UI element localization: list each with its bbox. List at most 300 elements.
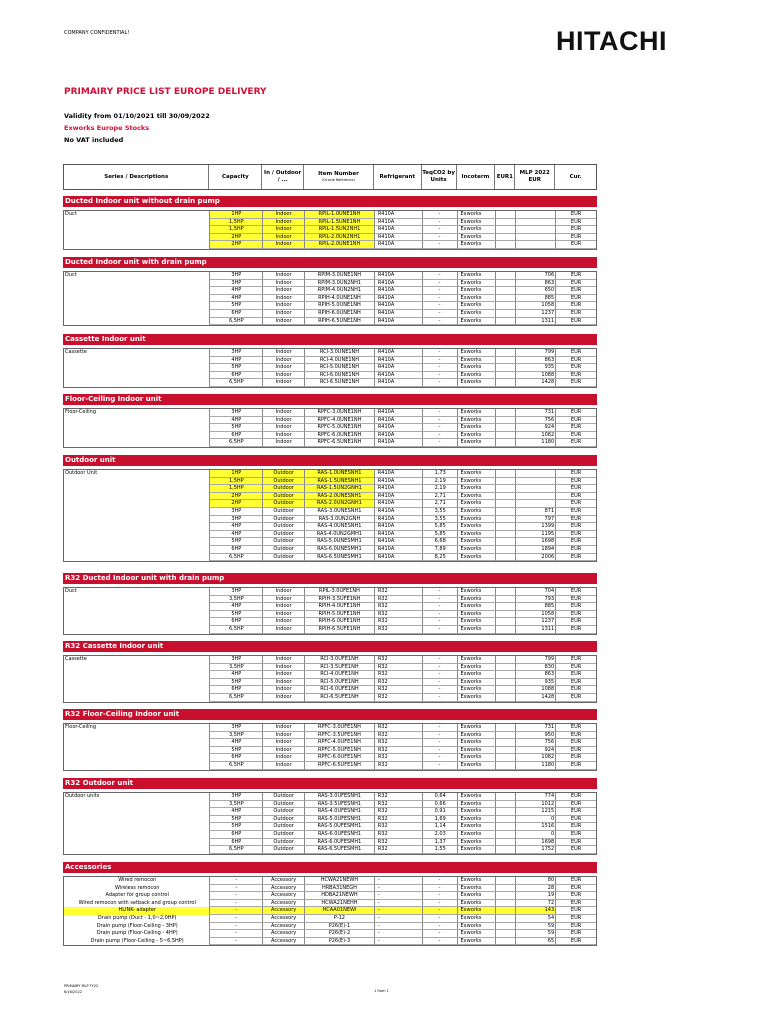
- cell-incoterm: Exworks: [457, 318, 496, 326]
- cell-description: [64, 508, 209, 516]
- cell-inout: Indoor: [262, 611, 304, 619]
- cell-teq: -: [422, 596, 457, 604]
- cell-description: [64, 671, 209, 679]
- cell-item-number: RAS-4.0UNESNH1: [304, 523, 374, 531]
- cell-currency: EUR: [555, 596, 596, 604]
- cell-eur1: [495, 523, 515, 531]
- table-row: [64, 219, 596, 227]
- cell-capacity: -: [209, 930, 262, 938]
- table-row: [64, 493, 596, 501]
- cell-teq: -: [422, 938, 457, 946]
- cell-eur1: [495, 372, 515, 380]
- cell-item-number: RPIH-6.5UFE1NH: [304, 626, 374, 634]
- cell-capacity: 6,5HP: [209, 694, 262, 702]
- cell-inout: Outdoor: [262, 801, 304, 809]
- cell-mlp: 1752: [515, 846, 555, 854]
- cell-description: [64, 523, 209, 531]
- cell-inout: Indoor: [262, 754, 304, 762]
- cell-item-number: HCWA21NEHH: [304, 900, 374, 908]
- cell-refrigerant: -: [374, 938, 422, 946]
- cell-eur1: [495, 686, 515, 694]
- cell-eur1: [495, 831, 515, 839]
- cell-description: [64, 618, 209, 626]
- cell-currency: EUR: [555, 234, 596, 242]
- cell-refrigerant: R410A: [374, 295, 422, 303]
- cell-description: [64, 280, 209, 288]
- cell-incoterm: Exworks: [457, 432, 496, 440]
- cell-capacity: 5HP: [209, 424, 262, 432]
- cell-capacity: 2HP: [209, 234, 262, 242]
- cell-item-number: RPIH-5.0UFE1NH: [304, 611, 374, 619]
- cell-capacity: 3,5HP: [209, 801, 262, 809]
- cell-eur1: [495, 409, 515, 417]
- table-row: [64, 424, 596, 432]
- table-row: [64, 364, 596, 372]
- footer-doc-name: PRIMAIRY MLP FY22: [64, 984, 99, 988]
- cell-eur1: [495, 823, 515, 831]
- cell-currency: EUR: [555, 310, 596, 318]
- cell-mlp: 924: [515, 424, 555, 432]
- cell-description: [64, 816, 209, 824]
- cell-currency: EUR: [555, 226, 596, 234]
- cell-currency: EUR: [555, 349, 596, 357]
- cell-refrigerant: R410A: [374, 424, 422, 432]
- cell-teq: -: [422, 626, 457, 634]
- cell-eur1: [495, 907, 515, 915]
- cell-description: Duct: [65, 588, 77, 594]
- cell-currency: EUR: [555, 211, 596, 219]
- table-row: [64, 439, 596, 447]
- cell-capacity: 1HP: [209, 470, 262, 478]
- cell-teq: -: [422, 686, 457, 694]
- cell-inout: Outdoor: [262, 839, 304, 847]
- table-row: [64, 754, 596, 762]
- cell-refrigerant: R410A: [374, 409, 422, 417]
- cell-mlp: 0: [515, 816, 555, 824]
- cell-refrigerant: R410A: [374, 432, 422, 440]
- cell-description: Floor-Ceiling: [65, 724, 97, 730]
- cell-teq: 0,91: [422, 808, 457, 816]
- cell-currency: EUR: [555, 664, 596, 672]
- cell-inout: Accessory: [262, 877, 304, 885]
- cell-mlp: [515, 500, 555, 508]
- cell-description: Wired remocon: [118, 877, 157, 883]
- cell-capacity: 1,5HP: [209, 226, 262, 234]
- cell-capacity: 4HP: [209, 523, 262, 531]
- cell-currency: EUR: [555, 432, 596, 440]
- cell-mlp: 65: [515, 938, 555, 946]
- cell-incoterm: Exworks: [457, 793, 496, 801]
- cell-description: [64, 478, 209, 486]
- cell-refrigerant: R32: [374, 656, 422, 664]
- cell-inout: Outdoor: [262, 523, 304, 531]
- cell-capacity: 6HP: [209, 310, 262, 318]
- cell-capacity: 6HP: [209, 546, 262, 554]
- cell-teq: 2,71: [422, 493, 457, 501]
- cell-mlp: 885: [515, 295, 555, 303]
- cell-incoterm: Exworks: [457, 892, 496, 900]
- table-row: [64, 478, 596, 486]
- cell-currency: EUR: [555, 626, 596, 634]
- cell-refrigerant: R410A: [374, 531, 422, 539]
- cell-mlp: 1082: [515, 432, 555, 440]
- cell-capacity: 6,5HP: [209, 762, 262, 770]
- table-row: [64, 310, 596, 318]
- cell-mlp: 1082: [515, 754, 555, 762]
- cell-incoterm: Exworks: [457, 907, 496, 915]
- cell-incoterm: Exworks: [457, 516, 496, 524]
- cell-incoterm: Exworks: [457, 588, 496, 596]
- cell-mlp: 1180: [515, 439, 555, 447]
- cell-refrigerant: R410A: [374, 357, 422, 365]
- cell-incoterm: Exworks: [457, 671, 496, 679]
- cell-teq: -: [422, 900, 457, 908]
- exworks-text: Exworks Europe Stocks: [64, 124, 150, 132]
- cell-capacity: 6HP: [209, 839, 262, 847]
- section-table: [63, 792, 597, 855]
- cell-item-number: RCI-4.0UFE1NH: [304, 671, 374, 679]
- cell-eur1: [495, 839, 515, 847]
- cell-inout: Outdoor: [262, 546, 304, 554]
- cell-inout: Outdoor: [262, 508, 304, 516]
- cell-mlp: 756: [515, 739, 555, 747]
- cell-description: [64, 219, 209, 227]
- cell-capacity: 3HP: [209, 516, 262, 524]
- table-row: [64, 603, 596, 611]
- cell-inout: Outdoor: [262, 478, 304, 486]
- section-header: R32 Floor-Ceiling Indoor unit: [63, 709, 597, 720]
- cell-currency: EUR: [555, 439, 596, 447]
- cell-capacity: 5HP: [209, 747, 262, 755]
- cell-inout: Outdoor: [262, 808, 304, 816]
- cell-capacity: 3HP: [209, 656, 262, 664]
- cell-inout: Accessory: [262, 885, 304, 893]
- cell-item-number: RCI-6.5UFE1NH: [304, 694, 374, 702]
- cell-refrigerant: R410A: [374, 508, 422, 516]
- cell-incoterm: Exworks: [457, 485, 496, 493]
- cell-eur1: [495, 508, 515, 516]
- cell-inout: Outdoor: [262, 470, 304, 478]
- cell-teq: -: [422, 439, 457, 447]
- cell-incoterm: Exworks: [457, 831, 496, 839]
- cell-incoterm: Exworks: [457, 877, 496, 885]
- cell-description: Duct: [65, 211, 77, 217]
- cell-item-number: RPIL-2.0UNE1NH: [304, 241, 374, 249]
- cell-mlp: [515, 211, 555, 219]
- cell-incoterm: Exworks: [457, 915, 496, 923]
- cell-incoterm: Exworks: [457, 747, 496, 755]
- table-row: [64, 280, 596, 288]
- table-row: [64, 470, 596, 478]
- table-row: [64, 531, 596, 539]
- section-table: [63, 469, 597, 562]
- cell-eur1: [495, 603, 515, 611]
- section-table: [63, 723, 597, 771]
- cell-description: [64, 747, 209, 755]
- cell-item-number: HDBA21NEWH: [304, 892, 374, 900]
- cell-inout: Indoor: [262, 349, 304, 357]
- cell-inout: Indoor: [262, 295, 304, 303]
- cell-refrigerant: R410A: [374, 417, 422, 425]
- cell-description: Adapter for group control: [105, 892, 169, 899]
- cell-eur1: [495, 295, 515, 303]
- cell-mlp: 1399: [515, 523, 555, 531]
- cell-description: [64, 295, 209, 303]
- cell-item-number: RAS-5.0UFESNH1: [304, 816, 374, 824]
- cell-description: [64, 732, 209, 740]
- table-row: [64, 885, 596, 893]
- cell-inout: Indoor: [262, 219, 304, 227]
- cell-mlp: [515, 485, 555, 493]
- cell-inout: Outdoor: [262, 846, 304, 854]
- cell-item-number: RPFC-6.5UNE1NH: [304, 439, 374, 447]
- cell-incoterm: Exworks: [457, 732, 496, 740]
- cell-teq: -: [422, 671, 457, 679]
- table-row: [64, 664, 596, 672]
- cell-eur1: [495, 310, 515, 318]
- cell-teq: -: [422, 295, 457, 303]
- cell-refrigerant: R32: [374, 808, 422, 816]
- cell-refrigerant: R32: [374, 831, 422, 839]
- cell-currency: EUR: [555, 611, 596, 619]
- cell-incoterm: Exworks: [457, 379, 496, 387]
- cell-capacity: -: [209, 900, 262, 908]
- cell-currency: EUR: [555, 930, 596, 938]
- cell-refrigerant: -: [374, 885, 422, 893]
- vat-text: No VAT included: [64, 136, 124, 144]
- cell-teq: 0,64: [422, 793, 457, 801]
- table-row: [64, 596, 596, 604]
- cell-incoterm: Exworks: [457, 372, 496, 380]
- cell-incoterm: Exworks: [457, 694, 496, 702]
- cell-eur1: [495, 762, 515, 770]
- cell-incoterm: Exworks: [457, 287, 496, 295]
- cell-incoterm: Exworks: [457, 409, 496, 417]
- cell-capacity: 2HP: [209, 493, 262, 501]
- cell-teq: -: [422, 588, 457, 596]
- cell-eur1: [495, 846, 515, 854]
- cell-incoterm: Exworks: [457, 349, 496, 357]
- cell-item-number: RAS-6.5UFESMH1: [304, 846, 374, 854]
- cell-mlp: 19: [515, 892, 555, 900]
- cell-refrigerant: R410A: [374, 478, 422, 486]
- table-row: [64, 379, 596, 387]
- cell-capacity: 4HP: [209, 417, 262, 425]
- cell-inout: Indoor: [262, 302, 304, 310]
- cell-capacity: 5HP: [209, 302, 262, 310]
- cell-eur1: [495, 538, 515, 546]
- cell-item-number: RAS-2.0UNESNH1: [304, 493, 374, 501]
- cell-item-number: RPFC-6.0UFE1NH: [304, 754, 374, 762]
- cell-eur1: [495, 747, 515, 755]
- col-refrigerant: Refrigerant: [374, 165, 422, 189]
- cell-incoterm: Exworks: [457, 357, 496, 365]
- cell-mlp: 59: [515, 923, 555, 931]
- cell-item-number: HCAA01NEWI: [304, 907, 374, 915]
- cell-currency: EUR: [555, 877, 596, 885]
- cell-item-number: RPIH-4.0UNE1NH: [304, 295, 374, 303]
- cell-currency: EUR: [555, 754, 596, 762]
- cell-currency: EUR: [555, 839, 596, 847]
- cell-inout: Accessory: [262, 930, 304, 938]
- table-row: [64, 409, 596, 417]
- cell-inout: Indoor: [262, 372, 304, 380]
- cell-description: Wired remocon with setback and group control: [78, 899, 196, 906]
- confidential-note: COMPANY CONFIDENTIAL!: [64, 30, 130, 36]
- cell-mlp: 1195: [515, 531, 555, 539]
- section-table: [63, 876, 597, 946]
- cell-refrigerant: -: [374, 923, 422, 931]
- cell-eur1: [495, 424, 515, 432]
- cell-capacity: 5HP: [209, 611, 262, 619]
- cell-incoterm: Exworks: [457, 754, 496, 762]
- cell-eur1: [495, 364, 515, 372]
- table-row: [64, 295, 596, 303]
- cell-mlp: 59: [515, 930, 555, 938]
- cell-teq: -: [422, 234, 457, 242]
- cell-currency: EUR: [555, 923, 596, 931]
- cell-mlp: 863: [515, 280, 555, 288]
- cell-teq: -: [422, 432, 457, 440]
- section-table: [63, 210, 597, 250]
- cell-eur1: [495, 432, 515, 440]
- cell-description: [64, 603, 209, 611]
- cell-eur1: [495, 439, 515, 447]
- cell-eur1: [495, 493, 515, 501]
- cell-item-number: RCI-3.0UNE1NH: [304, 349, 374, 357]
- cell-inout: Outdoor: [262, 554, 304, 562]
- cell-capacity: 3HP: [209, 793, 262, 801]
- cell-currency: EUR: [555, 801, 596, 809]
- cell-currency: EUR: [555, 892, 596, 900]
- cell-item-number: RPIL-1.0UNE1NH: [304, 211, 374, 219]
- cell-capacity: 4HP: [209, 739, 262, 747]
- table-row: [64, 272, 596, 280]
- cell-incoterm: Exworks: [457, 439, 496, 447]
- cell-mlp: 799: [515, 349, 555, 357]
- col-teq: TeqCO2 by Units: [422, 165, 457, 189]
- cell-item-number: RCI-4.0UNE1NH: [304, 357, 374, 365]
- cell-capacity: 3HP: [209, 588, 262, 596]
- cell-inout: Accessory: [262, 923, 304, 931]
- cell-teq: 0,66: [422, 801, 457, 809]
- cell-inout: Outdoor: [262, 493, 304, 501]
- cell-description: [64, 302, 209, 310]
- col-mlp: MLP 2022 EUR: [515, 165, 555, 189]
- cell-item-number: RAS-3.5UFESNH1: [304, 801, 374, 809]
- cell-teq: -: [422, 732, 457, 740]
- cell-refrigerant: R410A: [374, 349, 422, 357]
- section-header: Ducted Indoor unit without drain pump: [63, 196, 597, 207]
- cell-currency: EUR: [555, 823, 596, 831]
- cell-currency: EUR: [555, 808, 596, 816]
- cell-capacity: 4HP: [209, 357, 262, 365]
- cell-description: [64, 762, 209, 770]
- table-row: [64, 808, 596, 816]
- col-series: Series / Descriptions: [64, 165, 209, 189]
- section-header: Accessories: [63, 862, 597, 873]
- cell-item-number: HCWA21NEWH: [304, 877, 374, 885]
- cell-refrigerant: -: [374, 930, 422, 938]
- cell-item-number: RAS-3.0UN2GNH: [304, 516, 374, 524]
- footer-date: 6/16/2022: [64, 990, 82, 994]
- cell-currency: EUR: [555, 831, 596, 839]
- cell-eur1: [495, 379, 515, 387]
- cell-incoterm: Exworks: [457, 310, 496, 318]
- cell-mlp: 143: [515, 907, 555, 915]
- section-table: [63, 408, 597, 448]
- cell-item-number: P26(E)-1: [304, 923, 374, 931]
- cell-capacity: 6HP: [209, 432, 262, 440]
- cell-incoterm: Exworks: [457, 724, 496, 732]
- footer-left: [64, 983, 98, 995]
- cell-teq: -: [422, 357, 457, 365]
- cell-mlp: 935: [515, 364, 555, 372]
- cell-incoterm: Exworks: [457, 611, 496, 619]
- cell-item-number: RPIL-1.5UN2NH1: [304, 226, 374, 234]
- cell-description: [64, 831, 209, 839]
- cell-eur1: [495, 808, 515, 816]
- cell-inout: Indoor: [262, 739, 304, 747]
- cell-mlp: 1180: [515, 762, 555, 770]
- cell-item-number: RPFC-3.0UFE1NH: [304, 724, 374, 732]
- cell-eur1: [495, 915, 515, 923]
- cell-capacity: 6HP: [209, 618, 262, 626]
- cell-currency: EUR: [555, 816, 596, 824]
- cell-description: [64, 241, 209, 249]
- table-row: [64, 372, 596, 380]
- cell-currency: EUR: [555, 219, 596, 227]
- cell-incoterm: Exworks: [457, 885, 496, 893]
- cell-teq: -: [422, 892, 457, 900]
- cell-mlp: 731: [515, 409, 555, 417]
- cell-currency: EUR: [555, 516, 596, 524]
- cell-teq: -: [422, 930, 457, 938]
- cell-incoterm: Exworks: [457, 295, 496, 303]
- cell-teq: 7,89: [422, 546, 457, 554]
- cell-description: [64, 538, 209, 546]
- table-row: [64, 417, 596, 425]
- cell-inout: Indoor: [262, 409, 304, 417]
- cell-eur1: [495, 626, 515, 634]
- cell-eur1: [495, 485, 515, 493]
- cell-eur1: [495, 287, 515, 295]
- cell-incoterm: Exworks: [457, 531, 496, 539]
- cell-inout: Outdoor: [262, 516, 304, 524]
- table-row: [64, 938, 596, 946]
- cell-eur1: [495, 656, 515, 664]
- cell-description: [64, 823, 209, 831]
- cell-teq: 8,25: [422, 554, 457, 562]
- cell-item-number: P26(E)-2: [304, 930, 374, 938]
- cell-currency: EUR: [555, 732, 596, 740]
- cell-refrigerant: R410A: [374, 219, 422, 227]
- cell-currency: EUR: [555, 523, 596, 531]
- table-row: [64, 432, 596, 440]
- cell-mlp: 863: [515, 671, 555, 679]
- table-row: [64, 823, 596, 831]
- section-header: R32 Ducted Indoor unit with drain pump: [63, 573, 597, 584]
- cell-incoterm: Exworks: [457, 493, 496, 501]
- cell-refrigerant: R32: [374, 603, 422, 611]
- cell-incoterm: Exworks: [457, 603, 496, 611]
- cell-description: [64, 554, 209, 562]
- cell-incoterm: Exworks: [457, 923, 496, 931]
- cell-inout: Indoor: [262, 626, 304, 634]
- table-row: [64, 679, 596, 687]
- cell-description: [64, 432, 209, 440]
- cell-refrigerant: R32: [374, 618, 422, 626]
